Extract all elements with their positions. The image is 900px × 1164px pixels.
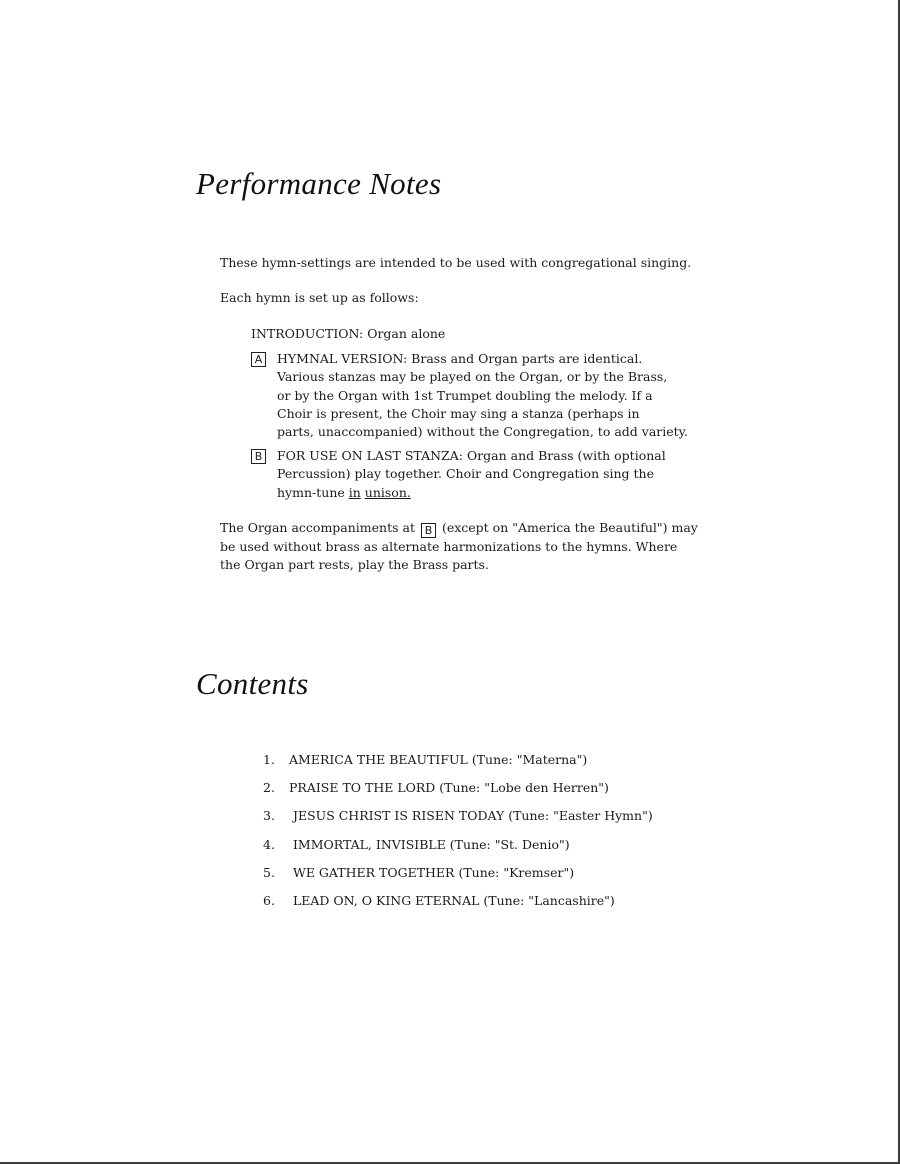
box-label-a: A <box>251 352 266 367</box>
setup-paragraph: Each hymn is set up as follows: <box>220 290 419 305</box>
contents-item-number: 1. <box>263 752 275 767</box>
contents-item-title: LEAD ON, O KING ETERNAL (Tune: "Lancashire") <box>289 892 615 908</box>
contents-item-number: 5. <box>263 864 275 880</box>
contents-item-title: PRAISE TO THE LORD (Tune: "Lobe den Herren") <box>289 780 609 796</box>
item-a-line: Choir is present, the Choir may sing a stanza (perhaps in <box>277 405 640 421</box>
underlined-unison: unison. <box>364 484 411 500</box>
organ-note-line: the Organ part rests, play the Brass parts. <box>220 557 489 573</box>
item-b-line3-pre: hymn-tune <box>277 484 349 500</box>
organ-note-line: be used without brass as alternate harmonizations to the hymns. Where <box>220 539 678 554</box>
last-stanza-text <box>277 447 666 502</box>
item-a-line: Various stanzas may be played on the Organ, or by the Brass, <box>277 369 668 385</box>
organ-note-line <box>220 519 698 538</box>
hymnal-version-text <box>277 350 688 441</box>
contents-item-title: AMERICA THE BEAUTIFUL (Tune: "Materna") <box>289 752 588 767</box>
organ-note-pre: The Organ accompaniments at <box>220 520 415 535</box>
contents-heading: Contents <box>196 666 309 701</box>
contents-item <box>263 751 653 779</box>
contents-item <box>263 892 653 920</box>
introduction-line: INTRODUCTION: Organ alone <box>251 326 446 341</box>
contents-item <box>263 779 653 807</box>
contents-item <box>263 807 653 835</box>
contents-item <box>263 836 653 864</box>
contents-item-number: 6. <box>263 892 275 908</box>
contents-item-title: WE GATHER TOGETHER (Tune: "Kremser") <box>289 864 575 880</box>
intro-paragraph: These hymn-settings are intended to be used with congregational singing. <box>220 255 692 270</box>
contents-item-title: JESUS CHRIST IS RISEN TODAY (Tune: "Easter Hymn") <box>289 808 653 824</box>
item-a-line: HYMNAL VERSION: Brass and Organ parts are identical. <box>277 351 643 366</box>
contents-item <box>263 864 653 892</box>
contents-list <box>263 751 653 920</box>
contents-item-number: 4. <box>263 836 275 852</box>
organ-note-post: (except on "America the Beautiful") may <box>441 520 698 535</box>
performance-notes-heading: Performance Notes <box>196 166 442 201</box>
item-b-line: Percussion) play together. Choir and Congregation sing the <box>277 466 654 482</box>
item-a-line: parts, unaccompanied) without the Congregation, to add variety. <box>277 424 689 440</box>
item-b-line: FOR USE ON LAST STANZA: Organ and Brass (with optional <box>277 448 666 463</box>
item-a-line: or by the Organ with 1st Trumpet doubling the melody. If a <box>277 387 653 403</box>
item-b-line <box>277 484 666 502</box>
inline-box-b: B <box>421 523 436 538</box>
underlined-in: in <box>348 484 361 500</box>
box-label-b: B <box>251 449 266 464</box>
contents-item-title: IMMORTAL, INVISIBLE (Tune: "St. Denio") <box>289 836 570 852</box>
contents-item-number: 3. <box>263 808 275 824</box>
organ-note-paragraph <box>220 519 698 575</box>
contents-item-number: 2. <box>263 780 275 796</box>
